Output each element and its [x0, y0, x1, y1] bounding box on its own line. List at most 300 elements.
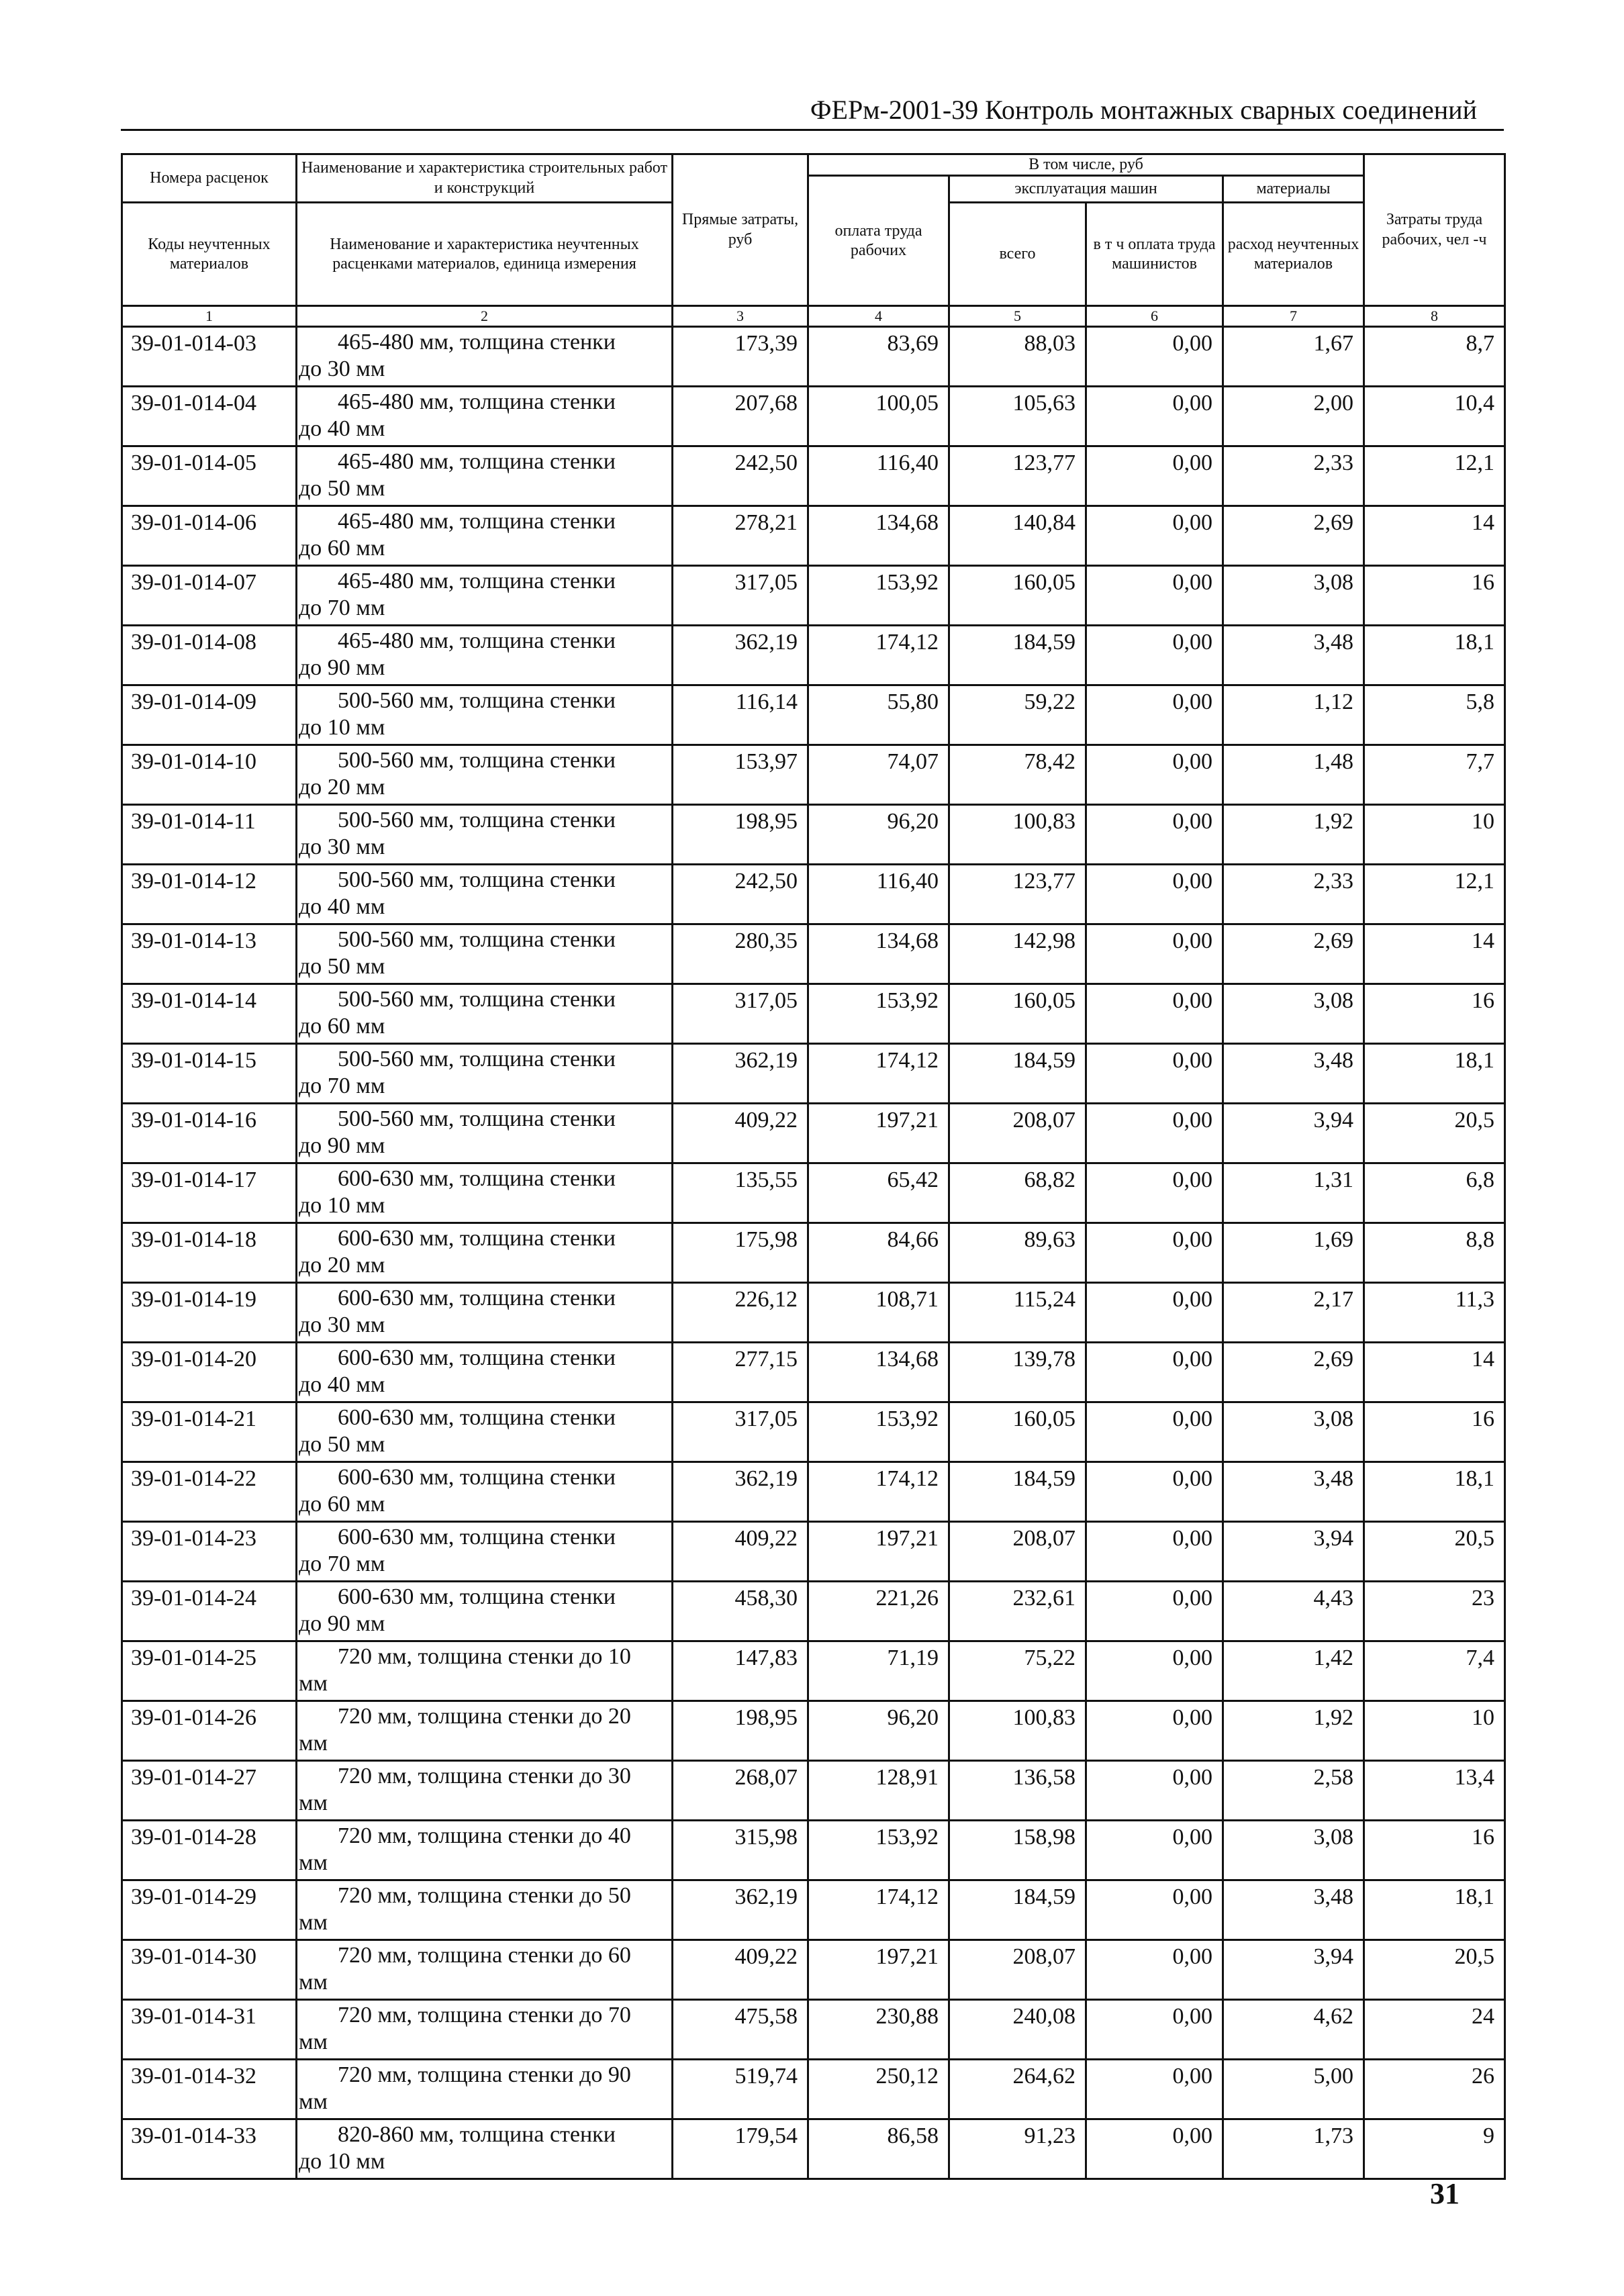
materialy-value: 1,42 [1223, 1641, 1364, 1701]
table-row [122, 1641, 1505, 1701]
materialy-value: 1,12 [1223, 685, 1364, 745]
table-row [122, 1821, 1505, 1880]
table-row [122, 1044, 1505, 1104]
materialy-value: 3,94 [1223, 1522, 1364, 1582]
rate-description-line2: мм [299, 1790, 328, 1816]
rate-description [297, 1761, 673, 1821]
oplata-mashinistov-value: 0,00 [1086, 805, 1223, 865]
materialy-value: 4,43 [1223, 1582, 1364, 1641]
rate-description-line2: до 40 мм [299, 416, 385, 442]
oplata-mashinistov-value: 0,00 [1086, 1701, 1223, 1761]
rate-description-line1: 500-560 мм, толщина стенки [338, 987, 616, 1012]
materialy-value: 3,48 [1223, 626, 1364, 685]
materialy-value: 1,31 [1223, 1163, 1364, 1223]
rate-code: 39-01-014-33 [122, 2119, 297, 2179]
oplata-mashinistov-value: 0,00 [1086, 2000, 1223, 2060]
zatraty-truda-value: 18,1 [1364, 1880, 1505, 1940]
materialy-value: 3,08 [1223, 984, 1364, 1044]
rate-description-line1: 500-560 мм, толщина стенки [338, 927, 616, 953]
rate-description-line1: 600-630 мм, толщина стенки [338, 1286, 616, 1311]
pryamye-zatraty-value: 147,83 [673, 1641, 808, 1701]
ekspluatatsiya-vsego-value: 240,08 [949, 2000, 1086, 2060]
header-naim-rabot: Наименование и характеристика строительных работ и конструкций [297, 154, 673, 203]
column-number: 2 [297, 306, 673, 327]
rate-code: 39-01-014-21 [122, 1402, 297, 1462]
rates-table [121, 153, 1506, 2180]
ekspluatatsiya-vsego-value: 105,63 [949, 387, 1086, 446]
zatraty-truda-value: 14 [1364, 924, 1505, 984]
oplata-truda-value: 221,26 [808, 1582, 949, 1641]
ekspluatatsiya-vsego-value: 78,42 [949, 745, 1086, 805]
page-number: 31 [1430, 2177, 1460, 2210]
oplata-truda-value: 174,12 [808, 1462, 949, 1522]
rate-description [297, 1940, 673, 2000]
rate-description [297, 1163, 673, 1223]
rate-description-line2: до 40 мм [299, 1372, 385, 1398]
materialy-value: 3,48 [1223, 1462, 1364, 1522]
rate-description [297, 984, 673, 1044]
rate-description [297, 566, 673, 626]
rate-description-line2: до 50 мм [299, 954, 385, 979]
rate-description-line2: до 60 мм [299, 536, 385, 561]
materialy-value: 3,08 [1223, 1821, 1364, 1880]
pryamye-zatraty-value: 519,74 [673, 2060, 808, 2119]
header-rashod: расход неучтенных материалов [1223, 203, 1364, 306]
ekspluatatsiya-vsego-value: 123,77 [949, 446, 1086, 506]
oplata-truda-value: 134,68 [808, 1343, 949, 1402]
oplata-truda-value: 134,68 [808, 506, 949, 566]
table-row [122, 2060, 1505, 2119]
rate-description-line2: до 20 мм [299, 1253, 385, 1278]
materialy-value: 3,48 [1223, 1044, 1364, 1104]
rate-code: 39-01-014-29 [122, 1880, 297, 1940]
header-vsego: всего [949, 203, 1086, 306]
rate-code: 39-01-014-22 [122, 1462, 297, 1522]
table-row [122, 387, 1505, 446]
pryamye-zatraty-value: 242,50 [673, 446, 808, 506]
oplata-mashinistov-value: 0,00 [1086, 1343, 1223, 1402]
table-body [122, 327, 1505, 2179]
rate-description [297, 1641, 673, 1701]
oplata-mashinistov-value: 0,00 [1086, 1880, 1223, 1940]
zatraty-truda-value: 8,8 [1364, 1223, 1505, 1283]
ekspluatatsiya-vsego-value: 264,62 [949, 2060, 1086, 2119]
materialy-value: 3,08 [1223, 566, 1364, 626]
column-number: 6 [1086, 306, 1223, 327]
zatraty-truda-value: 20,5 [1364, 1104, 1505, 1163]
oplata-truda-value: 71,19 [808, 1641, 949, 1701]
ekspluatatsiya-vsego-value: 232,61 [949, 1582, 1086, 1641]
rate-description-line1: 465-480 мм, толщина стенки [338, 330, 616, 355]
pryamye-zatraty-value: 475,58 [673, 2000, 808, 2060]
rate-code: 39-01-014-28 [122, 1821, 297, 1880]
rate-description-line2: до 30 мм [299, 1312, 385, 1338]
ekspluatatsiya-vsego-value: 91,23 [949, 2119, 1086, 2179]
rate-code: 39-01-014-06 [122, 506, 297, 566]
ekspluatatsiya-vsego-value: 184,59 [949, 1462, 1086, 1522]
ekspluatatsiya-vsego-value: 139,78 [949, 1343, 1086, 1402]
oplata-mashinistov-value: 0,00 [1086, 566, 1223, 626]
rate-description-line1: 600-630 мм, толщина стенки [338, 1465, 616, 1490]
rate-description-line2: до 50 мм [299, 1432, 385, 1457]
rate-description-line2: до 20 мм [299, 775, 385, 800]
rate-description-line2: до 50 мм [299, 476, 385, 501]
rate-description [297, 1880, 673, 1940]
rate-code: 39-01-014-14 [122, 984, 297, 1044]
rate-description [297, 1522, 673, 1582]
rate-description-line2: мм [299, 1731, 328, 1756]
ekspluatatsiya-vsego-value: 208,07 [949, 1940, 1086, 2000]
oplata-mashinistov-value: 0,00 [1086, 1641, 1223, 1701]
oplata-truda-value: 86,58 [808, 2119, 949, 2179]
zatraty-truda-value: 16 [1364, 1402, 1505, 1462]
rate-code: 39-01-014-08 [122, 626, 297, 685]
table-row [122, 745, 1505, 805]
column-number: 5 [949, 306, 1086, 327]
rate-description [297, 924, 673, 984]
pryamye-zatraty-value: 278,21 [673, 506, 808, 566]
zatraty-truda-value: 20,5 [1364, 1522, 1505, 1582]
rate-description-line1: 500-560 мм, толщина стенки [338, 867, 616, 893]
pryamye-zatraty-value: 280,35 [673, 924, 808, 984]
pryamye-zatraty-value: 116,14 [673, 685, 808, 745]
page-header-title: ФЕРм-2001-39 Контроль монтажных сварных соединений [810, 95, 1477, 125]
pryamye-zatraty-value: 362,19 [673, 1880, 808, 1940]
table-row [122, 1522, 1505, 1582]
rate-description-line1: 465-480 мм, толщина стенки [338, 509, 616, 534]
header-v-tom-chisle: В том числе, руб [808, 154, 1364, 176]
ekspluatatsiya-vsego-value: 184,59 [949, 1044, 1086, 1104]
materialy-value: 3,94 [1223, 1104, 1364, 1163]
rate-description-line1: 500-560 мм, толщина стенки [338, 748, 616, 773]
rate-description-line1: 465-480 мм, толщина стенки [338, 628, 616, 654]
oplata-mashinistov-value: 0,00 [1086, 327, 1223, 387]
rate-description-line2: мм [299, 2089, 328, 2115]
pryamye-zatraty-value: 317,05 [673, 984, 808, 1044]
rate-description-line1: 600-630 мм, толщина стенки [338, 1226, 616, 1251]
rate-description-line1: 500-560 мм, толщина стенки [338, 1047, 616, 1072]
rate-code: 39-01-014-18 [122, 1223, 297, 1283]
oplata-truda-value: 174,12 [808, 1044, 949, 1104]
table-row [122, 984, 1505, 1044]
oplata-mashinistov-value: 0,00 [1086, 446, 1223, 506]
ekspluatatsiya-vsego-value: 160,05 [949, 1402, 1086, 1462]
pryamye-zatraty-value: 277,15 [673, 1343, 808, 1402]
oplata-truda-value: 96,20 [808, 1701, 949, 1761]
rate-description-line1: 465-480 мм, толщина стенки [338, 449, 616, 475]
rate-code: 39-01-014-12 [122, 865, 297, 924]
zatraty-truda-value: 14 [1364, 506, 1505, 566]
ekspluatatsiya-vsego-value: 184,59 [949, 1880, 1086, 1940]
table-row [122, 1701, 1505, 1761]
pryamye-zatraty-value: 175,98 [673, 1223, 808, 1283]
table-row [122, 506, 1505, 566]
rate-description-line1: 600-630 мм, толщина стенки [338, 1584, 616, 1610]
rate-description [297, 446, 673, 506]
materialy-value: 5,00 [1223, 2060, 1364, 2119]
table-header [122, 154, 1505, 327]
rate-code: 39-01-014-19 [122, 1283, 297, 1343]
rate-description-line2: до 40 мм [299, 894, 385, 920]
pryamye-zatraty-value: 409,22 [673, 1104, 808, 1163]
oplata-truda-value: 153,92 [808, 984, 949, 1044]
pryamye-zatraty-value: 242,50 [673, 865, 808, 924]
zatraty-truda-value: 16 [1364, 566, 1505, 626]
ekspluatatsiya-vsego-value: 88,03 [949, 327, 1086, 387]
rate-code: 39-01-014-16 [122, 1104, 297, 1163]
oplata-mashinistov-value: 0,00 [1086, 1462, 1223, 1522]
rate-description-line1: 720 мм, толщина стенки до 70 [338, 2003, 631, 2028]
rate-code: 39-01-014-09 [122, 685, 297, 745]
rate-description [297, 745, 673, 805]
table-row [122, 2000, 1505, 2060]
header-oplata-truda: оплата труда рабочих [808, 176, 949, 306]
materialy-value: 2,00 [1223, 387, 1364, 446]
zatraty-truda-value: 13,4 [1364, 1761, 1505, 1821]
table-row [122, 1582, 1505, 1641]
table-row [122, 1402, 1505, 1462]
rate-description [297, 2119, 673, 2179]
zatraty-truda-value: 12,1 [1364, 446, 1505, 506]
column-number: 8 [1364, 306, 1505, 327]
oplata-truda-value: 197,21 [808, 1104, 949, 1163]
rate-code: 39-01-014-07 [122, 566, 297, 626]
oplata-mashinistov-value: 0,00 [1086, 1582, 1223, 1641]
zatraty-truda-value: 18,1 [1364, 626, 1505, 685]
oplata-mashinistov-value: 0,00 [1086, 924, 1223, 984]
oplata-truda-value: 174,12 [808, 1880, 949, 1940]
rate-description [297, 865, 673, 924]
column-number-row [122, 306, 1505, 327]
rate-description-line1: 600-630 мм, толщина стенки [338, 1166, 616, 1192]
table-row [122, 805, 1505, 865]
pryamye-zatraty-value: 409,22 [673, 1522, 808, 1582]
table-row [122, 1761, 1505, 1821]
materialy-value: 1,73 [1223, 2119, 1364, 2179]
rate-description [297, 1044, 673, 1104]
pryamye-zatraty-value: 317,05 [673, 1402, 808, 1462]
pryamye-zatraty-value: 409,22 [673, 1940, 808, 2000]
oplata-truda-value: 116,40 [808, 446, 949, 506]
oplata-mashinistov-value: 0,00 [1086, 1940, 1223, 2000]
zatraty-truda-value: 5,8 [1364, 685, 1505, 745]
rate-description [297, 327, 673, 387]
table-row [122, 327, 1505, 387]
rate-description-line1: 720 мм, толщина стенки до 50 [338, 1883, 631, 1909]
pryamye-zatraty-value: 362,19 [673, 626, 808, 685]
oplata-mashinistov-value: 0,00 [1086, 865, 1223, 924]
rate-description-line2: до 30 мм [299, 834, 385, 860]
rate-description-line1: 600-630 мм, толщина стенки [338, 1405, 616, 1431]
oplata-truda-value: 74,07 [808, 745, 949, 805]
rate-code: 39-01-014-03 [122, 327, 297, 387]
zatraty-truda-value: 9 [1364, 2119, 1505, 2179]
rate-code: 39-01-014-26 [122, 1701, 297, 1761]
oplata-truda-value: 84,66 [808, 1223, 949, 1283]
pryamye-zatraty-value: 362,19 [673, 1462, 808, 1522]
rate-description-line2: до 70 мм [299, 595, 385, 621]
rate-description [297, 1582, 673, 1641]
materialy-value: 2,69 [1223, 924, 1364, 984]
oplata-mashinistov-value: 0,00 [1086, 1044, 1223, 1104]
rate-description-line2: до 90 мм [299, 655, 385, 681]
zatraty-truda-value: 10 [1364, 805, 1505, 865]
oplata-truda-value: 108,71 [808, 1283, 949, 1343]
materialy-value: 2,69 [1223, 506, 1364, 566]
zatraty-truda-value: 14 [1364, 1343, 1505, 1402]
column-number: 4 [808, 306, 949, 327]
oplata-truda-value: 83,69 [808, 327, 949, 387]
rate-code: 39-01-014-20 [122, 1343, 297, 1402]
ekspluatatsiya-vsego-value: 184,59 [949, 626, 1086, 685]
table-row [122, 1163, 1505, 1223]
oplata-truda-value: 174,12 [808, 626, 949, 685]
rate-description-line2: до 70 мм [299, 1551, 385, 1577]
zatraty-truda-value: 24 [1364, 2000, 1505, 2060]
rate-description-line2: до 90 мм [299, 1133, 385, 1159]
header-rule [121, 129, 1504, 131]
rate-description [297, 685, 673, 745]
header-vtch-oplata: в т ч оплата труда машинистов [1086, 203, 1223, 306]
table-row [122, 685, 1505, 745]
materialy-value: 4,62 [1223, 2000, 1364, 2060]
table-row [122, 1104, 1505, 1163]
rate-code: 39-01-014-11 [122, 805, 297, 865]
rate-description [297, 805, 673, 865]
oplata-mashinistov-value: 0,00 [1086, 1402, 1223, 1462]
rate-description-line1: 720 мм, толщина стенки до 10 [338, 1644, 631, 1670]
rate-description-line2: до 10 мм [299, 715, 385, 740]
rate-description-line2: до 10 мм [299, 2149, 385, 2174]
oplata-truda-value: 65,42 [808, 1163, 949, 1223]
oplata-mashinistov-value: 0,00 [1086, 1223, 1223, 1283]
oplata-truda-value: 55,80 [808, 685, 949, 745]
oplata-mashinistov-value: 0,00 [1086, 984, 1223, 1044]
rate-description-line1: 465-480 мм, толщина стенки [338, 569, 616, 594]
ekspluatatsiya-vsego-value: 140,84 [949, 506, 1086, 566]
header-kody: Коды неучтенных материалов [122, 203, 297, 306]
pryamye-zatraty-value: 207,68 [673, 387, 808, 446]
zatraty-truda-value: 7,4 [1364, 1641, 1505, 1701]
oplata-truda-value: 116,40 [808, 865, 949, 924]
rate-description [297, 1343, 673, 1402]
pryamye-zatraty-value: 226,12 [673, 1283, 808, 1343]
oplata-mashinistov-value: 0,00 [1086, 1163, 1223, 1223]
rate-description-line2: мм [299, 2029, 328, 2055]
materialy-value: 1,92 [1223, 805, 1364, 865]
pryamye-zatraty-value: 315,98 [673, 1821, 808, 1880]
table-row [122, 1283, 1505, 1343]
table-row [122, 924, 1505, 984]
oplata-truda-value: 134,68 [808, 924, 949, 984]
column-number: 3 [673, 306, 808, 327]
ekspluatatsiya-vsego-value: 100,83 [949, 1701, 1086, 1761]
zatraty-truda-value: 10,4 [1364, 387, 1505, 446]
rate-description [297, 1402, 673, 1462]
table-row [122, 865, 1505, 924]
ekspluatatsiya-vsego-value: 59,22 [949, 685, 1086, 745]
rate-code: 39-01-014-04 [122, 387, 297, 446]
materialy-value: 3,48 [1223, 1880, 1364, 1940]
oplata-mashinistov-value: 0,00 [1086, 626, 1223, 685]
materialy-value: 2,69 [1223, 1343, 1364, 1402]
oplata-truda-value: 100,05 [808, 387, 949, 446]
table-row [122, 1223, 1505, 1283]
zatraty-truda-value: 11,3 [1364, 1283, 1505, 1343]
rate-description-line2: до 70 мм [299, 1073, 385, 1099]
rate-description [297, 626, 673, 685]
ekspluatatsiya-vsego-value: 123,77 [949, 865, 1086, 924]
ekspluatatsiya-vsego-value: 160,05 [949, 984, 1086, 1044]
oplata-truda-value: 250,12 [808, 2060, 949, 2119]
pryamye-zatraty-value: 362,19 [673, 1044, 808, 1104]
materialy-value: 2,33 [1223, 865, 1364, 924]
rate-code: 39-01-014-17 [122, 1163, 297, 1223]
rate-description [297, 2060, 673, 2119]
header-pryamye-zatraty: Прямые затраты, руб [673, 154, 808, 306]
zatraty-truda-value: 20,5 [1364, 1940, 1505, 2000]
pryamye-zatraty-value: 173,39 [673, 327, 808, 387]
materialy-value: 1,92 [1223, 1701, 1364, 1761]
rate-description-line2: до 60 мм [299, 1014, 385, 1039]
ekspluatatsiya-vsego-value: 136,58 [949, 1761, 1086, 1821]
ekspluatatsiya-vsego-value: 115,24 [949, 1283, 1086, 1343]
ekspluatatsiya-vsego-value: 100,83 [949, 805, 1086, 865]
zatraty-truda-value: 10 [1364, 1701, 1505, 1761]
oplata-mashinistov-value: 0,00 [1086, 1283, 1223, 1343]
ekspluatatsiya-vsego-value: 142,98 [949, 924, 1086, 984]
rate-description [297, 1283, 673, 1343]
header-nomera-rascenok: Номера расценок [122, 154, 297, 203]
rate-description [297, 1104, 673, 1163]
rate-code: 39-01-014-27 [122, 1761, 297, 1821]
materialy-value: 2,33 [1223, 446, 1364, 506]
rate-description-line2: мм [299, 1910, 328, 1935]
materialy-value: 3,08 [1223, 1402, 1364, 1462]
ekspluatatsiya-vsego-value: 89,63 [949, 1223, 1086, 1283]
oplata-truda-value: 153,92 [808, 1402, 949, 1462]
zatraty-truda-value: 23 [1364, 1582, 1505, 1641]
zatraty-truda-value: 18,1 [1364, 1462, 1505, 1522]
oplata-truda-value: 197,21 [808, 1522, 949, 1582]
header-materialy: материалы [1223, 176, 1364, 203]
rate-description-line2: до 10 мм [299, 1193, 385, 1218]
rate-description [297, 1223, 673, 1283]
rate-description-line2: мм [299, 1970, 328, 1995]
materialy-value: 1,67 [1223, 327, 1364, 387]
rate-description-line1: 720 мм, толщина стенки до 60 [338, 1943, 631, 1968]
table-row [122, 1462, 1505, 1522]
oplata-truda-value: 153,92 [808, 566, 949, 626]
header-ekspluatatsiya: эксплуатация машин [949, 176, 1223, 203]
materialy-value: 2,17 [1223, 1283, 1364, 1343]
rate-description [297, 387, 673, 446]
ekspluatatsiya-vsego-value: 208,07 [949, 1522, 1086, 1582]
oplata-truda-value: 153,92 [808, 1821, 949, 1880]
rate-code: 39-01-014-31 [122, 2000, 297, 2060]
oplata-mashinistov-value: 0,00 [1086, 1522, 1223, 1582]
oplata-mashinistov-value: 0,00 [1086, 2060, 1223, 2119]
table-row [122, 566, 1505, 626]
rate-description-line1: 465-480 мм, толщина стенки [338, 389, 616, 415]
header-zatraty-truda: Затраты труда рабочих, чел -ч [1364, 154, 1505, 306]
oplata-truda-value: 197,21 [808, 1940, 949, 2000]
rate-description-line2: до 30 мм [299, 356, 385, 382]
materialy-value: 2,58 [1223, 1761, 1364, 1821]
rate-description-line1: 500-560 мм, толщина стенки [338, 688, 616, 714]
rate-code: 39-01-014-10 [122, 745, 297, 805]
ekspluatatsiya-vsego-value: 208,07 [949, 1104, 1086, 1163]
